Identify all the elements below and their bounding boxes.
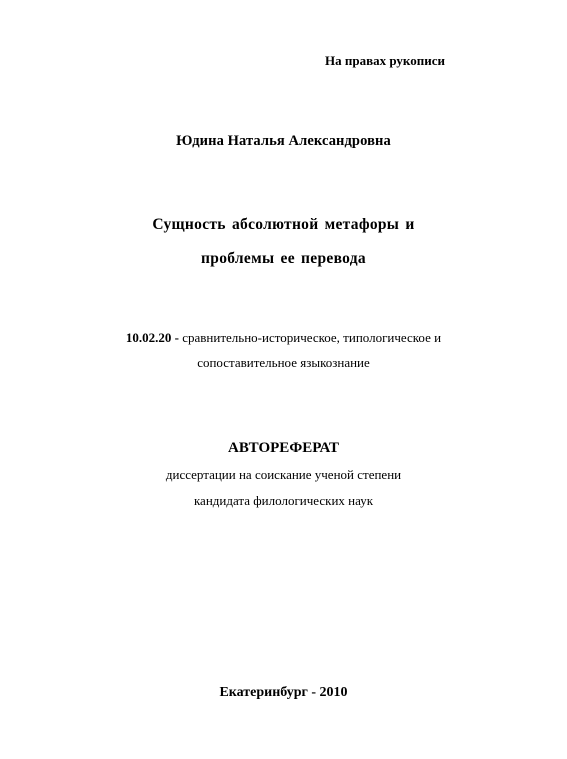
manuscript-rights-note: На правах рукописи [325,53,445,68]
specialty-code: 10.02.20 - [125,330,179,345]
abstract-heading: АВТОРЕФЕРАТ [228,440,339,456]
specialty-name-part-2: сопоставительное языкознание [197,355,370,370]
specialty-line-1 [0,331,567,344]
abstract-subtitle-line-1: диссертации на соискание ученой степени [165,467,402,482]
city-and-year: Екатеринбург - 2010 [219,685,348,700]
author-name: Юдина Наталья Александровна [176,133,391,149]
abstract-subtitle-line-2: кандидата филологических наук [193,493,374,508]
specialty-name-part-1: сравнительно-историческое, типологическое и [182,330,442,345]
document-title-line-2: проблемы ее перевода [201,250,366,267]
document-title-line-1: Сущность абсолютной метафоры и [152,216,415,233]
